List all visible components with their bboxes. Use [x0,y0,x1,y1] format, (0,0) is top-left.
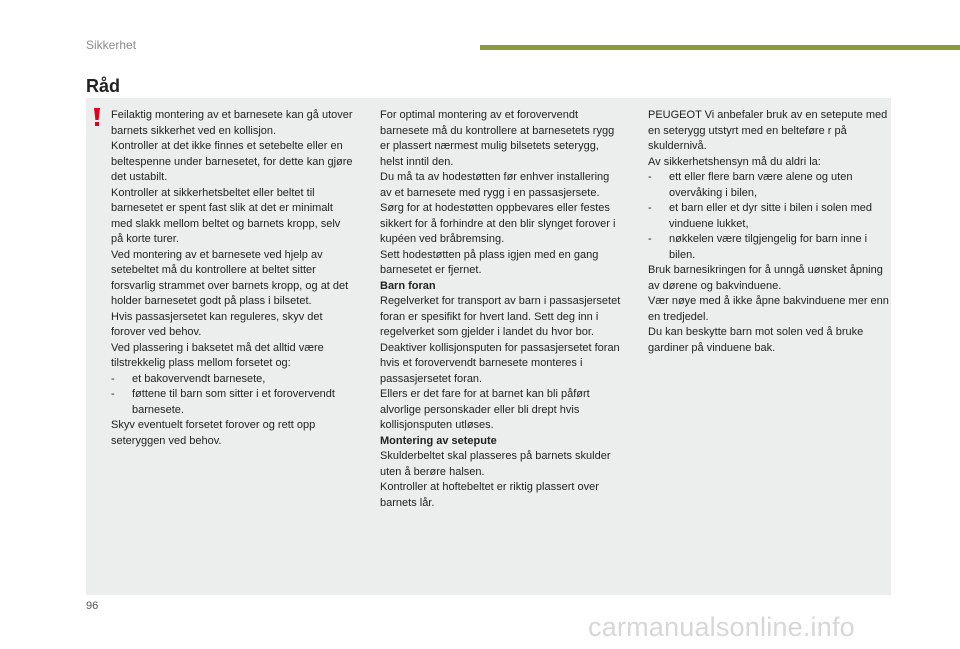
list-item: - et barn eller et dyr sitte i bilen i solen med vinduene lukket, [648,201,891,232]
bullet-list [648,170,891,263]
warning-exclamation-icon [91,108,103,126]
list-item: - nøkkelen være tilgjengelig for barn inne i bilen. [648,232,891,263]
paragraph: Sett hodestøtten på plass igjen med en gang barnesetet er fjernet. [380,248,599,276]
paragraph: Deaktiver kollisjonsputen for passasjersetet foran hvis et forovervendt barnesete monteres i passasjersetet foran. [380,341,620,385]
paragraph: Regelverket for transport av barn i passasjersetet foran er spesifikt for hvert land. Sett deg inn i regelverket som gjelder i landet du hvor bor. [380,295,621,338]
page-number: 96 [86,600,99,612]
paragraph: Ved plassering i baksetet må det alltid være tilstrekkelig plass mellom forsetet og: [111,341,324,369]
paragraph: Ved montering av et barnesete ved hjelp av setebeltet må du kontrollere at beltet sitter forsvarlig strammet over barnets kropp, og at det holder barnesetet godt på plass i bilsetet. [111,248,349,307]
paragraph: Ellers er det fare for at barnet kan bli påført alvorlige personskader eller bli drept hvis kollisjonsputen utløses. [380,388,590,431]
paragraph: Kontroller at hoftebeltet er riktig plassert over barnets lår. [380,481,599,509]
header-accent-bar [480,45,960,50]
subheading-children-front: Barn foran [380,279,436,292]
paragraph: Feilaktig montering av et barnesete kan gå utover barnets sikkerhet ved en kollisjon. [111,109,353,137]
paragraph: Du må ta av hodestøtten før enhver installering av et barnesete med rygg i en passasjersete. [380,171,610,199]
list-item: - ett eller flere barn være alene og uten overvåking i bilen, [648,170,891,201]
paragraph: Skyv eventuelt forsetet forover og rett opp seteryggen ved behov. [111,419,316,447]
paragraph: For optimal montering av et forovervendt barnesete må du kontrollere at barnesetets rygg er plassert nærmest mulig bilsetets seterygg, helst inntil den. [380,109,615,168]
paragraph: Sørg for at hodestøtten oppbevares eller festes sikkert for å forhindre at den blir slynget forover i kupéen ved bråbremsing. [380,202,616,245]
watermark-text: carmanualsonline.info [588,612,855,642]
paragraph: Vær nøye med å ikke åpne bakvinduene mer enn en tredjedel. [648,295,889,323]
bullet-list [111,372,355,419]
subheading-booster-seat: Montering av setepute [380,434,497,447]
paragraph: PEUGEOT Vi anbefaler bruk av en setepute med en seterygg utstyrt med en belteføre r på skuldernivå. [648,109,888,152]
paragraph: Skulderbeltet skal plasseres på barnets skulder uten å berøre halsen. [380,450,611,478]
paragraph: Kontroller at sikkerhetsbeltet eller beltet til barnesetet er spent fast slik at det er minimalt med slakk mellom beltet og barnets kropp, selv på korte turer. [111,186,341,245]
paragraph: Hvis passasjersetet kan reguleres, skyv det forover ved behov. [111,310,323,338]
column-1 [111,108,355,449]
paragraph: Bruk barnesikringen for å unngå uønsket åpning av dørene og bakvinduene. [648,264,883,292]
paragraph: Av sikkerhetshensyn må du aldri la: [648,155,821,168]
paragraph: Du kan beskytte barn mot solen ved å bruke gardiner på vinduene bak. [648,326,864,354]
page-title: Råd [86,76,121,96]
list-item: - føttene til barn som sitter i et forovervendt barnesete. [111,387,355,418]
paragraph: Kontroller at det ikke finnes et setebelte eller en beltespenne under barnesetet, for dette kan gjøre det ustabilt. [111,140,353,183]
column-3 [648,108,891,356]
column-2 [380,108,623,511]
section-title: Sikkerhet [86,38,137,52]
list-item: - et bakovervendt barnesete, [111,372,355,388]
